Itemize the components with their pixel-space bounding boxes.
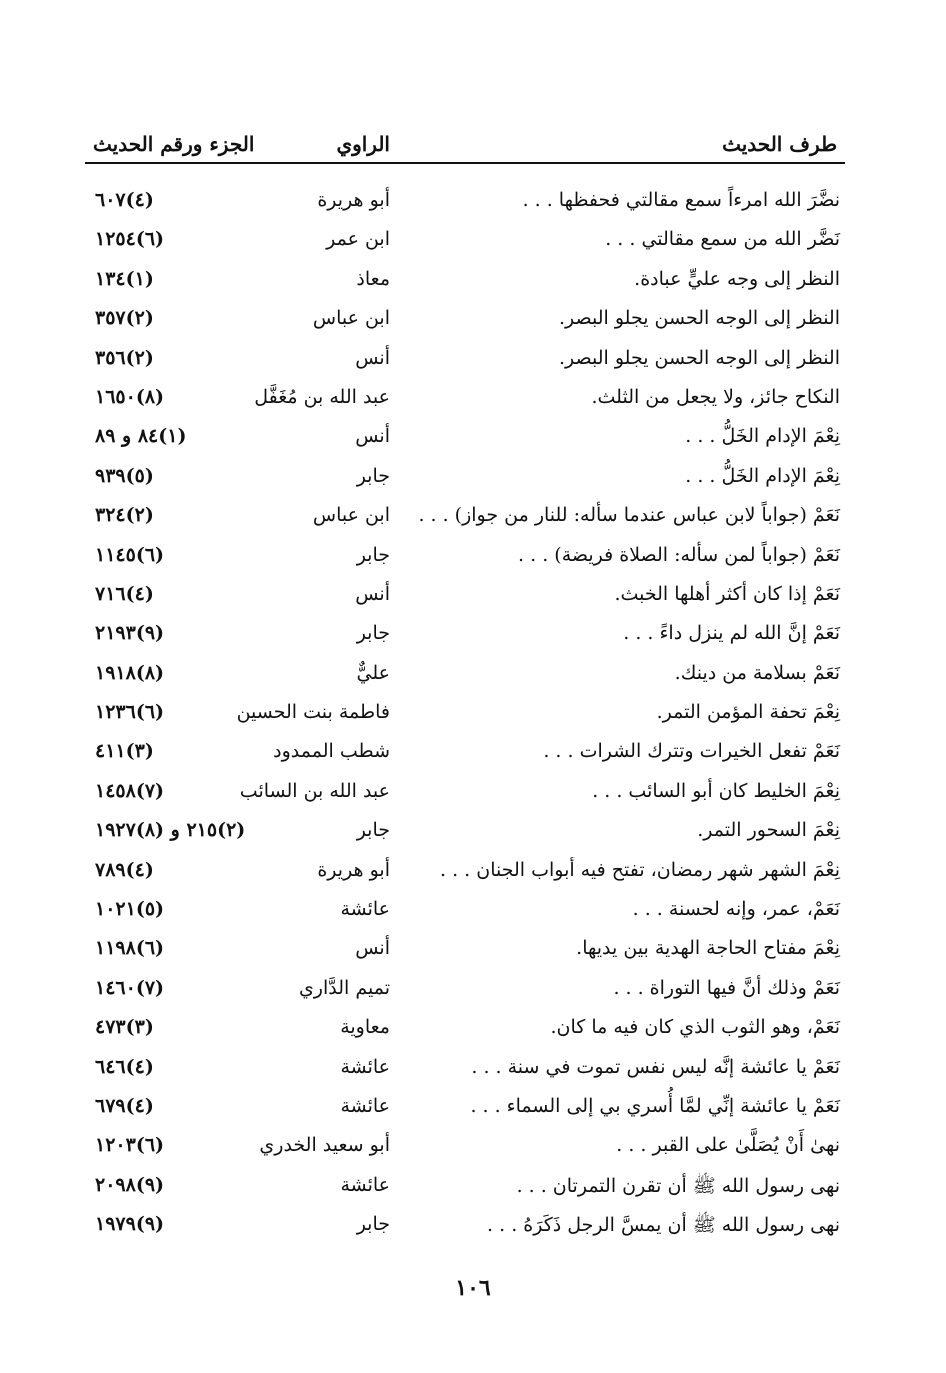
narrator: معاوية — [340, 1016, 390, 1039]
table-row — [85, 264, 845, 303]
hadith-text: نَعَمْ يا عائشة إنِّي لمَّا أُسري بي إلى السماء . . . — [470, 1094, 840, 1117]
volume-and-number: (٤)٦٤٦ — [95, 1055, 154, 1078]
volume-and-number: (٦)١٢٥٤ — [95, 228, 165, 251]
volume-and-number: (٢)٣٢٤ — [95, 504, 154, 527]
volume-and-number: (٦)١٢٠٣ — [95, 1134, 165, 1157]
table-row — [85, 658, 845, 697]
narrator: جابر — [356, 819, 390, 842]
volume-and-number: (٧)١٤٥٨ — [95, 779, 165, 802]
hadith-text: نِعْمَ السحور التمر. — [697, 819, 840, 842]
hadith-text: نَعَمْ وذلك أنَّ فيها التوراة . . . — [613, 976, 840, 999]
narrator: أنس — [355, 937, 390, 960]
volume-and-number: (٧)١٤٦٠ — [95, 976, 165, 999]
table-row — [85, 1012, 845, 1051]
volume-and-number: (١)١٣٤ — [95, 267, 154, 290]
narrator: عائشة — [340, 1094, 390, 1117]
volume-and-number: (٢)٣٥٦ — [95, 346, 154, 369]
volume-and-number: (٦)١١٤٥ — [95, 543, 165, 566]
hadith-text: نهى رسول الله ﷺ أن يمسَّ الرجل ذَكَرَهُ . . . — [487, 1214, 840, 1237]
hadith-text: النظر إلى الوجه الحسن يجلو البصر. — [559, 346, 840, 369]
volume-and-number: (٨)١٩١٨ — [95, 661, 165, 684]
table-row — [85, 343, 845, 382]
narrator: جابر — [356, 1213, 390, 1236]
narrator: ابن عباس — [312, 307, 390, 330]
volume-and-number: (٢)٣٥٧ — [95, 307, 154, 330]
narrator: ابن عباس — [312, 504, 390, 527]
volume-and-number: (٥)٩٣٩ — [95, 464, 154, 487]
table-row — [85, 815, 845, 854]
header-reference: الجزء ورقم الحديث — [93, 132, 255, 156]
narrator: أنس — [355, 582, 390, 605]
table-row — [85, 1091, 845, 1130]
hadith-text: نَعَمْ إذا كان أكثر أهلها الخبث. — [614, 582, 840, 605]
table-row — [85, 382, 845, 421]
narrator: فاطمة بنت الحسين — [236, 701, 390, 724]
narrator: عائشة — [340, 898, 390, 921]
narrator: أبو هريرة — [317, 858, 390, 881]
volume-and-number: (٤)٧٨٩ — [95, 858, 154, 881]
hadith-text: نهى رسول الله ﷺ أن تقرن التمرتان . . . — [516, 1174, 840, 1197]
volume-and-number: (٤)٦٧٩ — [95, 1094, 154, 1117]
volume-and-number: (٣)٤١١ — [95, 740, 154, 763]
table-row — [85, 933, 845, 972]
volume-and-number: (٢)٢١٥ و (٨)١٩٢٧ — [95, 819, 246, 842]
volume-and-number: (٦)١٢٣٦ — [95, 701, 165, 724]
volume-and-number: (٤)٦٠٧ — [95, 189, 154, 211]
hadith-text: نِعْمَ الإدام الخَلُّ . . . — [685, 464, 840, 487]
table-row — [85, 500, 845, 539]
hadith-text: نَعَمْ، عمر، وإنه لحسنة . . . — [632, 898, 840, 921]
table-row — [85, 185, 845, 224]
table-row — [85, 736, 845, 775]
table-row — [85, 973, 845, 1012]
table-row — [85, 1130, 845, 1169]
header-hadith: طرف الحديث — [722, 132, 837, 156]
table-header — [85, 126, 845, 164]
hadith-text: النظر إلى وجه عليٍّ عبادة. — [634, 267, 840, 290]
hadith-text: نَعَمْ (جواباً لمن سأله: الصلاة فريضة) . . . — [518, 543, 840, 566]
volume-and-number: (٥)١٠٢١ — [95, 898, 165, 921]
table-row — [85, 224, 845, 263]
narrator: أبو سعيد الخدري — [259, 1134, 390, 1157]
narrator: تميم الدَّاري — [298, 976, 390, 999]
hadith-text: نِعْمَ مفتاح الحاجة الهدية بين يديها. — [576, 937, 840, 960]
volume-and-number: (٦)١١٩٨ — [95, 937, 165, 960]
table-row — [85, 461, 845, 500]
table-row — [85, 776, 845, 815]
narrator: عليٌّ — [356, 661, 390, 684]
volume-and-number: (٩)٢١٩٣ — [95, 622, 165, 645]
narrator: عبد الله بن مُغَفَّل — [254, 385, 390, 408]
hadith-text: نِعْمَ تحفة المؤمن التمر. — [656, 701, 840, 724]
table-row — [85, 894, 845, 933]
narrator: أنس — [355, 346, 390, 369]
volume-and-number: (٩)١٩٧٩ — [95, 1213, 165, 1236]
hadith-text: نهىٰ أَنْ يُصَلَّىٰ على القبر . . . — [616, 1134, 840, 1157]
narrator: عبد الله بن السائب — [239, 779, 390, 802]
narrator: شطب الممدود — [273, 740, 390, 763]
hadith-text: نِعْمَ الشهر شهر رمضان، تفتح فيه أبواب الجنان . . . — [440, 858, 840, 881]
narrator: عائشة — [340, 1055, 390, 1078]
volume-and-number: (٤)٧١٦ — [95, 582, 154, 605]
hadith-text: نَعَمْ تفعل الخيرات وتترك الشرات . . . — [543, 740, 840, 763]
page-number: ١٠٦ — [455, 1275, 491, 1301]
table-row — [85, 697, 845, 736]
table-row — [85, 618, 845, 657]
volume-and-number: (٣)٤٧٣ — [95, 1016, 154, 1039]
hadith-text: نَضَّر الله من سمع مقالتي . . . — [605, 228, 840, 251]
narrator: معاذ — [356, 267, 390, 290]
narrator: عائشة — [340, 1173, 390, 1196]
narrator: جابر — [356, 543, 390, 566]
narrator: أنس — [355, 425, 390, 448]
volume-and-number: (٩)٢٠٩٨ — [95, 1173, 165, 1196]
hadith-text: نَعَمْ بسلامة من دينك. — [674, 661, 840, 684]
hadith-text: نَعَمْ يا عائشة إنَّه ليس نفس تموت في سنة . . . — [471, 1055, 840, 1078]
hadith-text: نَعَمْ، وهو الثوب الذي كان فيه ما كان. — [550, 1016, 840, 1039]
hadith-text: نَعَمْ (جواباً لابن عباس عندما سأله: للنار من جواز) . . . — [418, 504, 840, 527]
header-narrator: الراوي — [336, 132, 390, 156]
hadith-text: نَعَمْ إنَّ الله لم ينزل داءً . . . — [623, 622, 840, 645]
narrator: ابن عمر — [326, 228, 390, 251]
table-row — [85, 855, 845, 894]
hadith-index-list — [85, 185, 845, 1249]
table-row — [85, 579, 845, 618]
volume-and-number: (١)٨٤ و ٨٩ — [95, 425, 187, 448]
table-row — [85, 421, 845, 460]
narrator: جابر — [356, 622, 390, 645]
narrator: جابر — [356, 464, 390, 487]
table-row — [85, 1052, 845, 1091]
hadith-text: نِعْمَ الإدام الخَلُّ . . . — [685, 425, 840, 448]
hadith-text: النكاح جائز، ولا يجعل من الثلث. — [591, 385, 840, 408]
table-row — [85, 1170, 845, 1209]
hadith-text: نِعْمَ الخليط كان أبو السائب . . . — [592, 779, 840, 802]
hadith-text: النظر إلى الوجه الحسن يجلو البصر. — [559, 307, 840, 330]
table-row — [85, 1209, 845, 1248]
volume-and-number: (٨)١٦٥٠ — [95, 385, 165, 408]
narrator: أبو هريرة — [317, 189, 390, 211]
hadith-text: نضَّرَ الله امرءاً سمع مقالتي فحفظها . . . — [522, 189, 840, 211]
table-row — [85, 303, 845, 342]
table-row — [85, 540, 845, 579]
